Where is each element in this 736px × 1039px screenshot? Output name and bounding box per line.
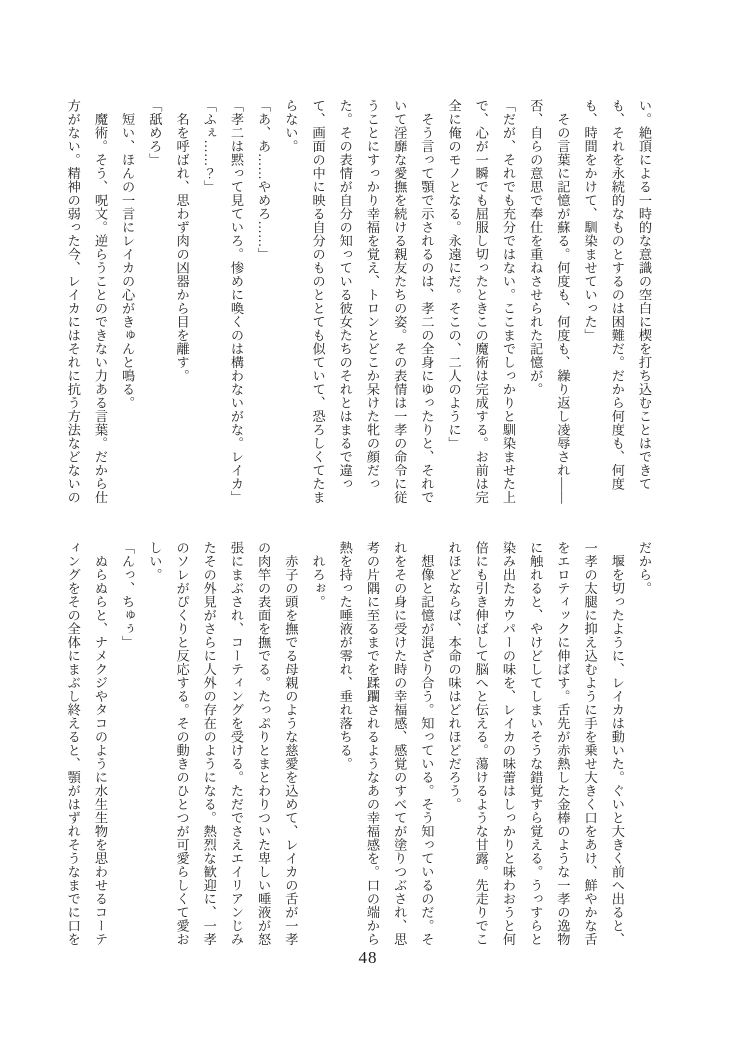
text-line: のソレがぴくりと反応する。その動きのひとつが可愛らしくて愛お — [174, 541, 190, 946]
text-line: 「孝二は黙って見ていろ。惨めに喚くのは構わないがな。レイカ」 — [228, 99, 244, 504]
text-line: 考の片隅に至るまでを蹂躙されるようなあの幸福感を。口の端から — [364, 541, 380, 946]
text-line: 「ふぇ……？」 — [201, 99, 217, 194]
text-line: その言葉に記憶が蘇る。何度も、何度も、繰り返し凌辱され―― — [555, 99, 571, 504]
text-line: の肉竿の表面を撫でる。たっぷりとまとわりついた卑しい唾液が怒 — [256, 541, 272, 946]
text-line: 「あ、あ……やめろ……」 — [256, 99, 272, 261]
text-line: 染み出たカウパーの味を、レイカの味蕾はしっかりと味わおうと何 — [500, 541, 516, 946]
text-block-upper — [58, 99, 658, 511]
text-line: た。その表情が自分の知っている彼女たちのそれとはまるで違っ — [337, 99, 353, 491]
text-line: い。絶頂による一時的な意識の空白に楔を打ち込むことはできて — [637, 99, 652, 491]
text-line: そう言って顎で示されるのは、孝二の全身にゆったりと、それで — [419, 99, 435, 504]
text-line: しい。 — [147, 541, 163, 582]
text-line: 魔術。そう、呪文。逆らうことのできない力ある言葉。だから仕 — [92, 99, 108, 504]
text-line: うことにすっかり幸福を覚え、トロンとどこか呆けた牝の顔だっ — [364, 99, 380, 491]
text-line: だから。 — [637, 541, 652, 595]
text-line: て、画面の中に映る自分のものととても似ていて、恐ろしくてたま — [310, 99, 326, 504]
text-line: れをその身に受けた時の幸福感、感覚のすべてが塗りつぶされ、思 — [392, 541, 408, 946]
text-line: 倍にも引き伸ばして脳へと伝える。蕩けるような甘露。先走りでこ — [473, 541, 489, 946]
text-line: 否、自らの意思で奉仕を重ねさせられた記憶が。 — [528, 99, 544, 396]
text-line: も、時間をかけて、馴染ませていった」 — [582, 99, 598, 342]
text-line: れろぉ。 — [310, 541, 326, 609]
page-number: 48 — [358, 948, 378, 967]
text-line: れほどならば、本命の味はどれほどだろう。 — [446, 541, 462, 811]
text-line: をエロティックに伸ばす。舌先が赤熱した金棒のような一孝の逸物 — [555, 541, 571, 946]
text-line: らない。 — [283, 99, 299, 153]
text-line: 「だが、それでも充分ではない。ここまでしっかりと馴染ませた上 — [500, 99, 516, 504]
text-line: 一孝の太腿に抑え込むように手を乗せ大きく口をあけ、鮮やかな舌 — [582, 541, 598, 946]
text-line: 「舐めろ」 — [147, 99, 163, 167]
text-line: 堰を切ったように、レイカは動いた。ぐいと大きく前へ出ると、 — [609, 541, 625, 946]
text-line: 熱を持った唾液が零れ、垂れ落ちる。 — [337, 541, 353, 771]
text-line: 名を呼ばれ、思わず肉の凶器から目を離す。 — [174, 99, 190, 383]
text-line: に触れると、やけどしてしまいそうな錯覚すら覚える。うっすらと — [528, 541, 544, 946]
text-line: いて淫靡な愛撫を続ける親友たちの姿。その表情は一孝の命令に従 — [392, 99, 408, 504]
text-block-lower — [58, 541, 658, 953]
text-line: ィングをその全体にまぶし終えると、顎がはずれそうなまでに口を — [65, 541, 81, 946]
text-line: たその外見がさらに人外の存在のようになる。熱烈な歓迎に、一孝 — [201, 541, 217, 946]
text-line: 全に俺のモノとなる。永遠にだ。そこの、二人のように」 — [446, 99, 462, 450]
text-line: も、それを永続的なものとするのは困難だ。だから何度も、何度 — [609, 99, 625, 491]
text-line: 想像と記憶が混ざり合う。知っている。そう知っているのだ。そ — [419, 541, 435, 946]
text-line: ぬらぬらと、ナメクジやタコのように水生生物を思わせるコーテ — [92, 541, 108, 946]
text-line: 「んっ、ちゅぅ」 — [120, 541, 136, 649]
text-line: 方がない。精神の弱った今、レイカにはそれに抗う方法などないの — [65, 99, 81, 504]
text-line: 張にまぶされ、コーティングを受ける。ただでさえエイリアンじみ — [228, 541, 244, 946]
text-line: 赤子の頭を撫でる母親のような慈愛を込めて、レイカの舌が一孝 — [283, 541, 299, 946]
text-line: 短い、ほんの一言にレイカの心がきゅんと鳴る。 — [120, 99, 136, 410]
text-line: で、心が一瞬でも屈服し切ったときこの魔術は完成する。お前は完 — [473, 99, 489, 504]
